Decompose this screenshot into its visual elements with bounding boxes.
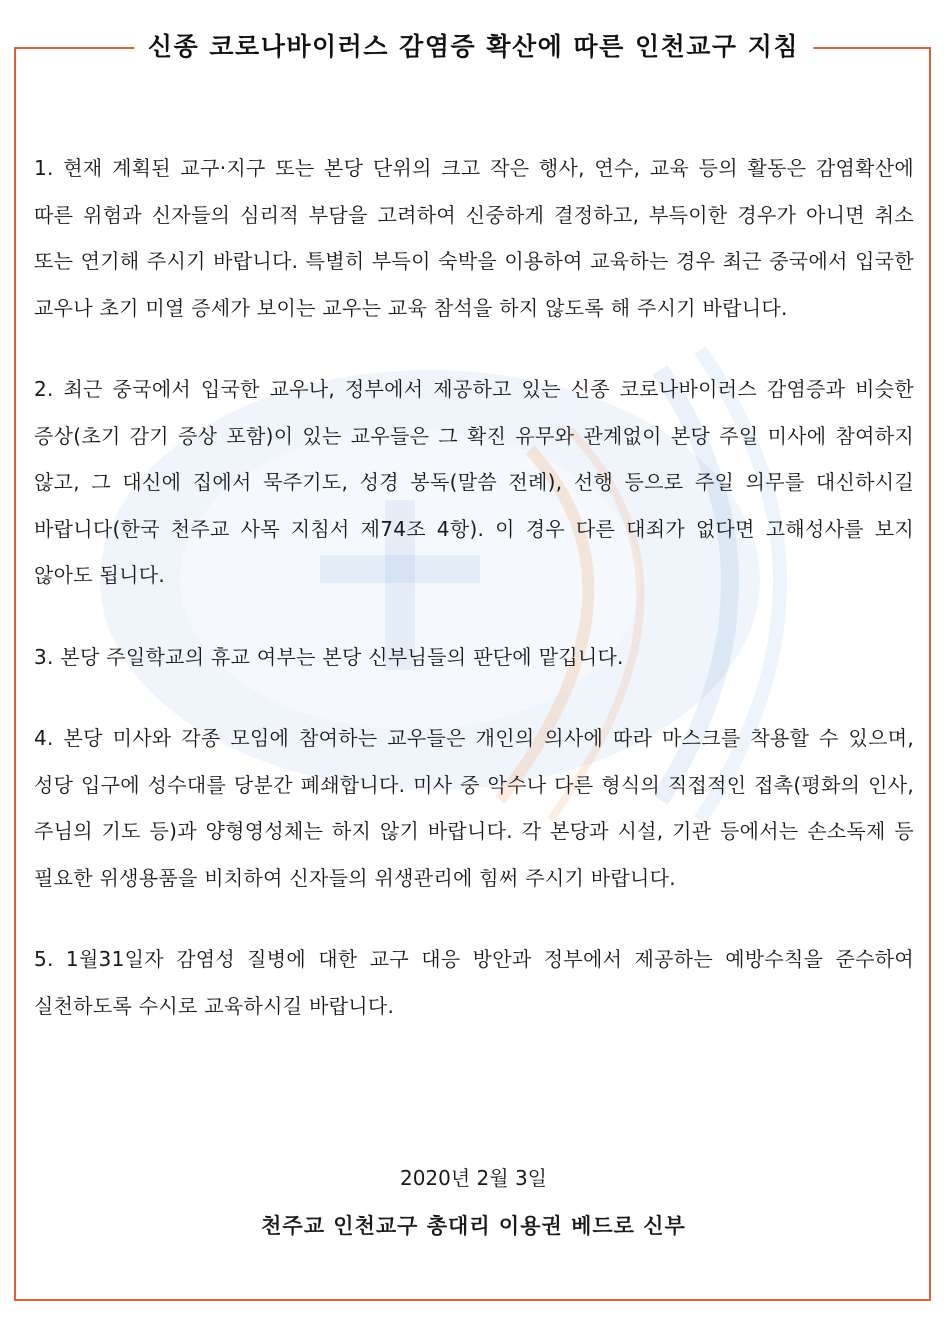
document-date: 2020년 2월 3일 — [399, 1166, 548, 1190]
document-body — [34, 145, 914, 1064]
guideline-item-5: 5. 1월31일자 감염성 질병에 대한 교구 대응 방안과 정부에서 제공하는 예방수칙을 준수하여 실천하도록 수시로 교육하시길 바랍니다. — [34, 947, 914, 1018]
guideline-item-1: 1. 현재 계획된 교구·지구 또는 본당 단위의 크고 작은 행사, 연수, 교육 등의 활동은 감염확산에 따른 위험과 신자들의 심리적 부담을 고려하여 신중하게 결정하고, 부득이한 경우가 아니면 취소 또는 연기해 주시기 바랍니다. 특별히 부득이 숙박을 이용하여 교육하는 경우 최근 중국에서 입국한 교우나 초기 미열 증세가 보이는 교우는 교육 참석을 하지 않도록 해 주시기 바랍니다. — [34, 156, 914, 320]
document-signature: 천주교 인천교구 총대리 이용권 베드로 신부 — [261, 1214, 686, 1238]
guideline-item-4: 4. 본당 미사와 각종 모임에 참여하는 교우들은 개인의 의사에 따라 마스크를 착용할 수 있으며, 성당 입구에 성수대를 당분간 폐쇄합니다. 미사 중 악수나 다른 형식의 직접적인 접촉(평화의 인사, 주님의 기도 등)과 양형영성체는 하지 않기 바랍니다. 각 본당과 시설, 기관 등에서는 손소독제 등 필요한 위생용품을 비치하여 신자들의 위생관리에 힘써 주시기 바랍니다. — [34, 726, 914, 890]
guideline-item-2: 2. 최근 중국에서 입국한 교우나, 정부에서 제공하고 있는 신종 코로나바이러스 감염증과 비슷한 증상(초기 감기 증상 포함)이 있는 교우들은 그 확진 유무와 관계없이 본당 주일 미사에 참여하지 않고, 그 대신에 집에서 묵주기도, 성경 봉독(말씀 전례), 선행 등으로 주일 의무를 대신하시길 바랍니다(한국 천주교 사목 지침서 제74조 4항). 이 경우 다른 대죄가 없다면 고해성사를 보지 않아도 됩니다. — [34, 377, 914, 587]
document-title: 신종 코로나바이러스 감염증 확산에 따른 인천교구 지침 — [134, 30, 813, 64]
guideline-item-3: 3. 본당 주일학교의 휴교 여부는 본당 신부님들의 판단에 맡깁니다. — [34, 644, 624, 669]
